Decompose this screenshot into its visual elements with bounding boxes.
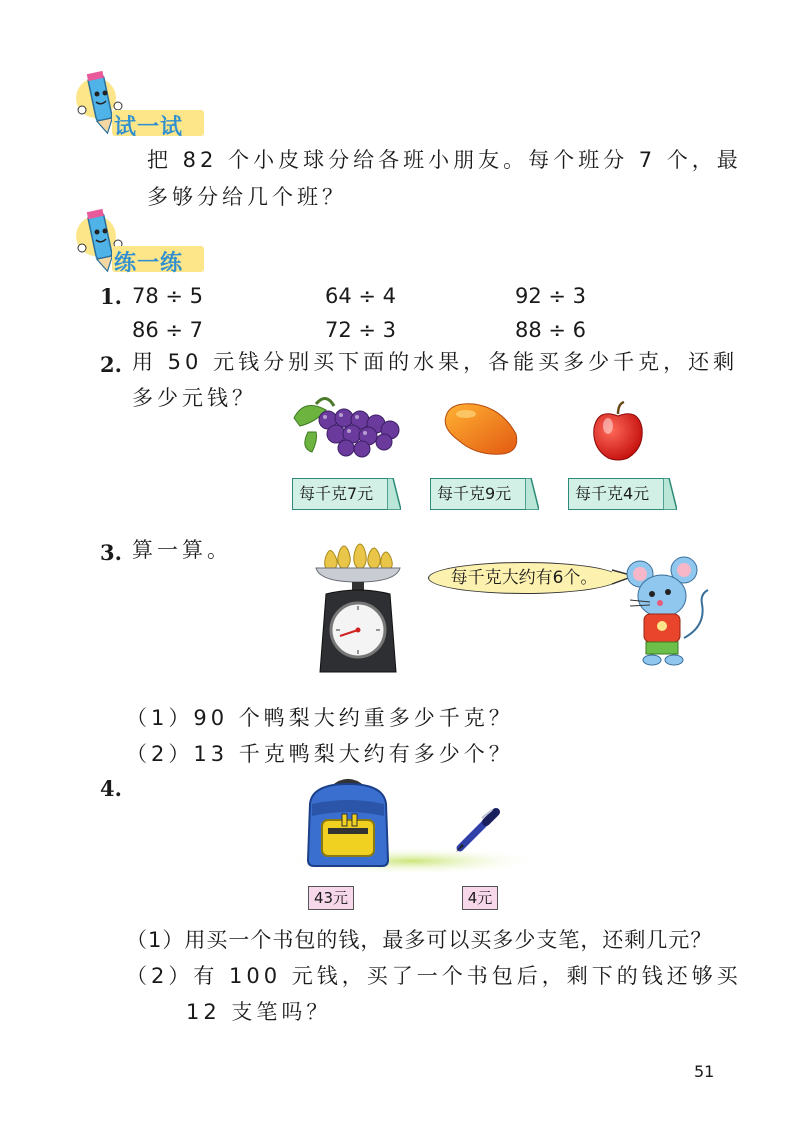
- q4-sub1: （1）用买一个书包的钱，最多可以买多少支笔，还剩几元？: [126, 928, 713, 952]
- price-tag-grapes-side: [387, 478, 401, 510]
- try-it-header-text: 试一试: [114, 115, 184, 140]
- mango-illustration: [440, 400, 522, 458]
- pen-illustration: [456, 806, 502, 852]
- page-number: 51: [694, 1062, 715, 1081]
- question-3-label: 3.: [100, 540, 122, 565]
- try-it-text-line2: 多够分给几个班？: [147, 185, 347, 209]
- price-pen: 4元: [462, 886, 498, 910]
- apple-illustration: [588, 400, 648, 462]
- q2-text-line2: 多少元钱？: [132, 386, 257, 410]
- question-2-label: 2.: [100, 352, 122, 377]
- q1-expr-86-7: 86 ÷ 7: [132, 318, 204, 342]
- try-it-text-line1: 把 82 个小皮球分给各班小朋友。每个班分 7 个，最: [147, 148, 742, 172]
- price-tag-mango: 每千克9元: [430, 478, 526, 510]
- q3-sub1: （1）90 个鸭梨大约重多少千克？: [126, 706, 514, 730]
- backpack-illustration: [302, 776, 394, 870]
- q1-expr-72-3: 72 ÷ 3: [325, 318, 397, 342]
- price-tag-mango-side: [525, 478, 539, 510]
- q1-expr-88-6: 88 ÷ 6: [515, 318, 587, 342]
- try-it-header: [74, 68, 204, 138]
- price-tag-grapes: 每千克7元: [292, 478, 388, 510]
- q2-text-line1: 用 50 元钱分别买下面的水果，各能买多少千克，还剩: [132, 350, 739, 374]
- question-4-label: 4.: [100, 776, 122, 801]
- practice-header-text: 练一练: [114, 251, 184, 276]
- q1-expr-92-3: 92 ÷ 3: [515, 284, 587, 308]
- price-tag-apple-side: [663, 478, 677, 510]
- practice-header: [74, 206, 204, 276]
- speech-bubble: 每千克大约有6个。: [428, 562, 620, 594]
- question-1-label: 1.: [100, 284, 122, 309]
- q1-expr-78-5: 78 ÷ 5: [132, 284, 204, 308]
- q4-sub2-line2: 12 支笔吗？: [186, 1000, 332, 1024]
- scale-with-pears-illustration: [312, 538, 404, 678]
- grapes-illustration: [286, 392, 406, 462]
- q3-sub2: （2）13 千克鸭梨大约有多少个？: [126, 742, 514, 766]
- q1-expr-64-4: 64 ÷ 4: [325, 284, 397, 308]
- price-tag-apple: 每千克4元: [568, 478, 664, 510]
- price-backpack: 43元: [308, 886, 354, 910]
- mouse-mascot-illustration: [622, 556, 714, 668]
- q3-title: 算一算。: [132, 538, 232, 562]
- q4-sub2-line1: （2）有 100 元钱，买了一个书包后，剩下的钱还够买: [126, 964, 742, 988]
